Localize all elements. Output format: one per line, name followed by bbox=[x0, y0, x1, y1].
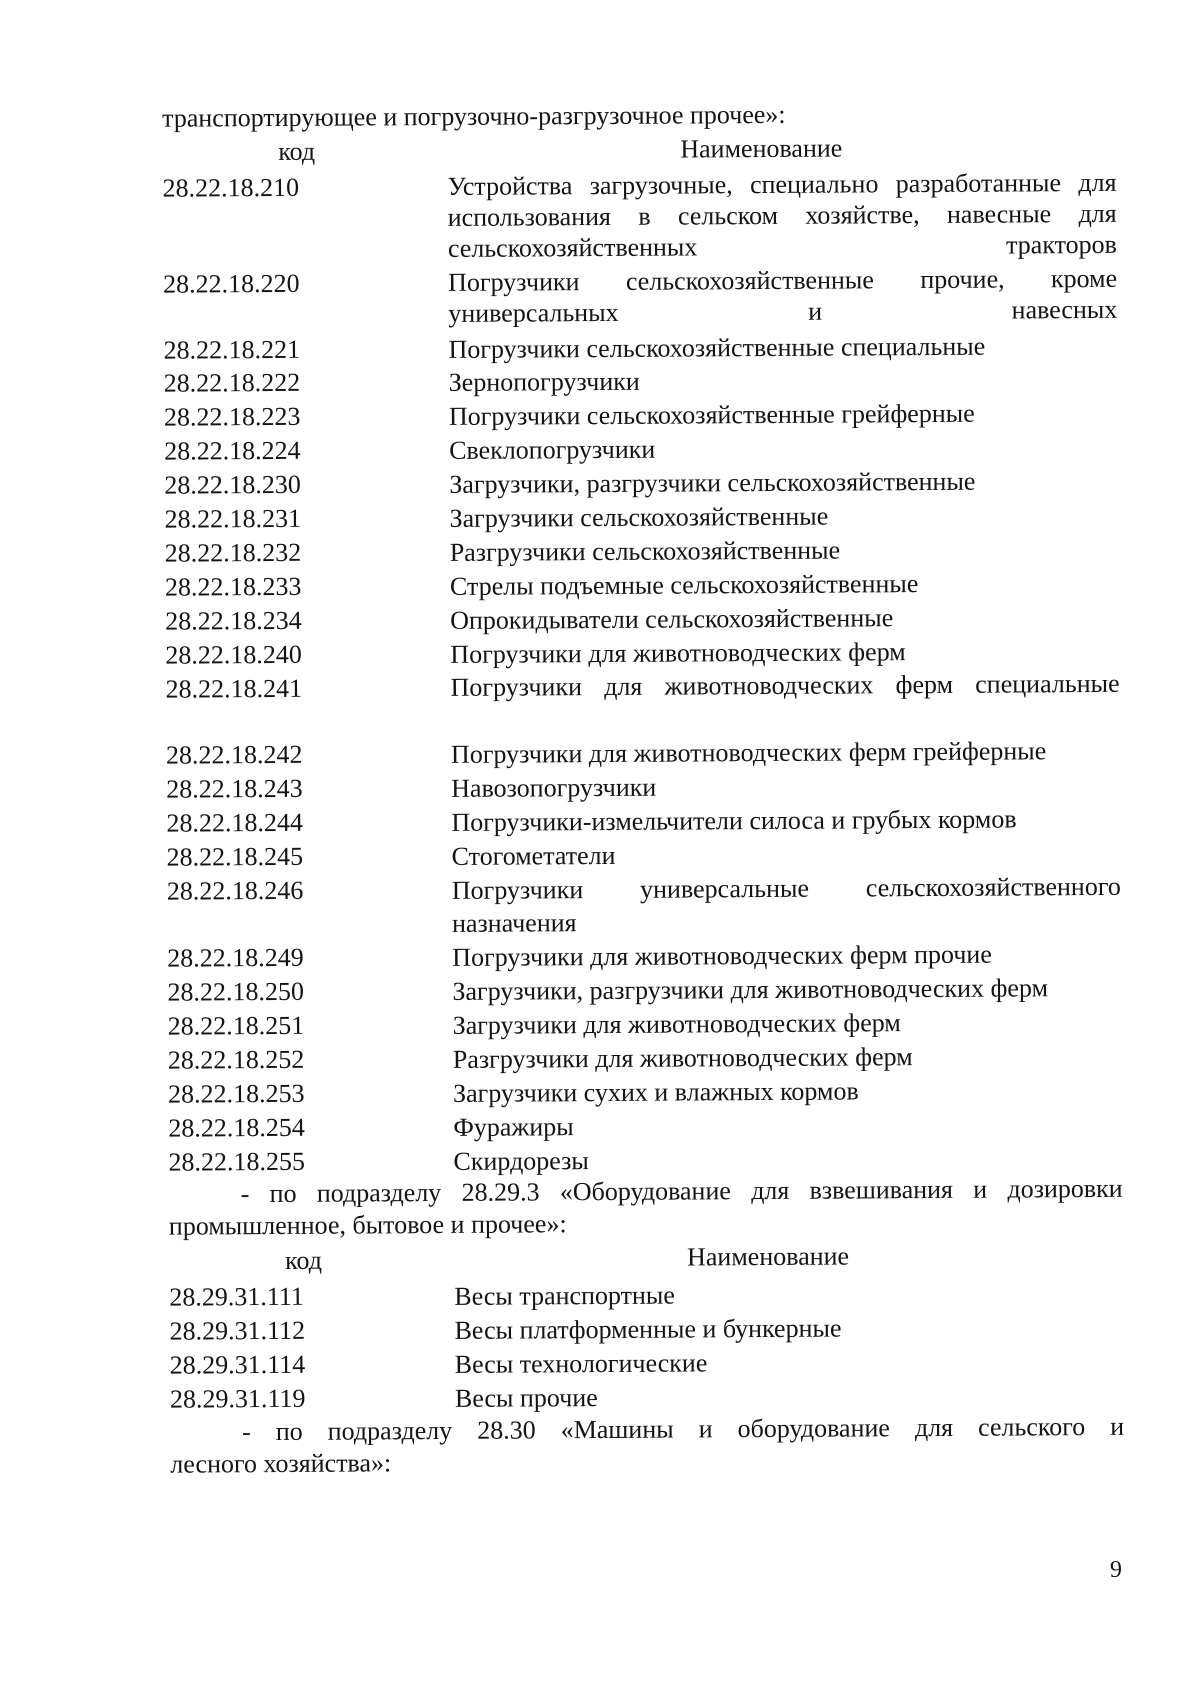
row-name: Погрузчики для животноводческих ферм bbox=[450, 637, 906, 669]
row-code: 28.22.18.223 bbox=[163, 401, 301, 432]
row-code: 28.22.18.255 bbox=[168, 1146, 306, 1177]
table2-header-code: код bbox=[284, 1245, 322, 1275]
table-row bbox=[165, 734, 1120, 770]
row-code: 28.22.18.249 bbox=[167, 942, 304, 973]
row-name: Погрузчики сельскохозяйственные прочие, кроме универсальных и навесных bbox=[448, 263, 1118, 328]
intro-text-tail: транспортирующее и погрузочно-разгрузочное прочее»: bbox=[162, 99, 786, 133]
row-name: Разгрузчики сельскохозяйственные bbox=[449, 535, 841, 567]
row-code: 28.29.31.119 bbox=[169, 1383, 306, 1414]
row-name: Весы прочие bbox=[454, 1383, 598, 1413]
row-code: 28.29.31.112 bbox=[169, 1315, 306, 1346]
row-name: Скирдорезы bbox=[453, 1146, 589, 1176]
row-name: Весы транспортные bbox=[454, 1280, 675, 1311]
row-code: 28.22.18.210 bbox=[162, 172, 300, 203]
row-code: 28.22.18.244 bbox=[166, 807, 303, 838]
row-name: Фуражиры bbox=[453, 1112, 574, 1142]
row-code: 28.22.18.234 bbox=[165, 605, 302, 636]
row-name: Загрузчики, разгрузчики для животноводческих ферм bbox=[452, 973, 1049, 1006]
row-code: 28.22.18.246 bbox=[166, 875, 304, 906]
row-name: Загрузчики сельскохозяйственные bbox=[449, 501, 829, 533]
table2-header-name: Наименование bbox=[686, 1241, 850, 1272]
row-name: Погрузчики для животноводческих ферм грейферные bbox=[450, 736, 1047, 769]
row-name: Погрузчики для животноводческих ферм прочие bbox=[452, 939, 992, 972]
row-name: Свеклопогрузчики bbox=[449, 434, 656, 465]
row-code: 28.22.18.241 bbox=[165, 673, 303, 704]
table-row bbox=[163, 263, 1118, 328]
row-name: Стогометатели bbox=[451, 840, 616, 871]
row-name: Загрузчики сухих и влажных кормов bbox=[452, 1076, 859, 1108]
row-code: 28.22.18.232 bbox=[164, 537, 302, 568]
row-code: 28.22.18.221 bbox=[163, 334, 301, 365]
row-name: Загрузчики для животноводческих ферм bbox=[452, 1008, 901, 1040]
row-code: 28.22.18.231 bbox=[164, 503, 302, 534]
table1-header-name: Наименование bbox=[680, 133, 843, 164]
row-name: Навозопогрузчики bbox=[451, 772, 657, 803]
row-name: Погрузчики сельскохозяйственные грейферные bbox=[448, 398, 975, 431]
row-code: 28.22.18.245 bbox=[166, 841, 304, 872]
row-name: Устройства загрузочные, специально разработанные для использования в сельском хозяйстве, навесные для сельскохозяйственных тракторов bbox=[447, 167, 1117, 263]
row-name: Погрузчики-измельчители силоса и грубых кормов bbox=[451, 804, 1017, 837]
row-code: 28.22.18.220 bbox=[163, 268, 300, 299]
row-code: 28.22.18.251 bbox=[167, 1010, 305, 1041]
row-code: 28.22.18.242 bbox=[165, 739, 303, 770]
table1-header-code: код bbox=[278, 136, 316, 166]
row-name: Весы платформенные и бункерные bbox=[454, 1313, 842, 1345]
row-name: Погрузчики универсальные сельскохозяйственного назначения bbox=[451, 871, 1121, 938]
row-code: 28.22.18.250 bbox=[167, 976, 305, 1007]
row-code: 28.22.18.254 bbox=[168, 1112, 305, 1143]
row-code: 28.22.18.243 bbox=[166, 773, 303, 804]
row-code: 28.22.18.222 bbox=[163, 367, 301, 398]
page-number: 9 bbox=[1109, 1556, 1123, 1583]
row-code: 28.22.18.240 bbox=[165, 639, 302, 670]
row-name: Стрелы подъемные сельскохозяйственные bbox=[449, 569, 919, 601]
row-name: Зернопогрузчики bbox=[448, 366, 640, 397]
row-name: Опрокидыватели сельскохозяйственные bbox=[450, 603, 894, 635]
row-name: Разгрузчики для животноводческих ферм bbox=[452, 1042, 913, 1074]
row-code: 28.29.31.111 bbox=[169, 1281, 304, 1312]
row-name: Погрузчики сельскохозяйственные специальные bbox=[448, 331, 986, 364]
row-code: 28.22.18.252 bbox=[167, 1044, 305, 1075]
table-row bbox=[163, 329, 1117, 365]
row-code: 28.22.18.230 bbox=[164, 469, 301, 500]
section3-heading-line1: - по подразделу 28.30 «Машины и оборудование для сельского и bbox=[242, 1411, 1125, 1447]
row-code: 28.22.18.224 bbox=[164, 435, 301, 466]
section2-heading-line1: - по подразделу 28.29.3 «Оборудование для взвешивания и дозировки bbox=[240, 1173, 1123, 1209]
row-name: Весы технологические bbox=[454, 1348, 708, 1379]
section2-heading-line2: промышленное, бытовое и прочее»: bbox=[168, 1209, 567, 1241]
row-name: Загрузчики, разгрузчики сельскохозяйственные bbox=[449, 466, 976, 499]
row-code: 28.22.18.253 bbox=[167, 1078, 305, 1109]
row-name: Погрузчики для животноводческих ферм специальные bbox=[450, 668, 1120, 702]
section3-heading-line2: лесного хозяйства»: bbox=[170, 1448, 392, 1479]
row-code: 28.22.18.233 bbox=[164, 571, 302, 602]
row-code: 28.29.31.114 bbox=[169, 1349, 306, 1380]
